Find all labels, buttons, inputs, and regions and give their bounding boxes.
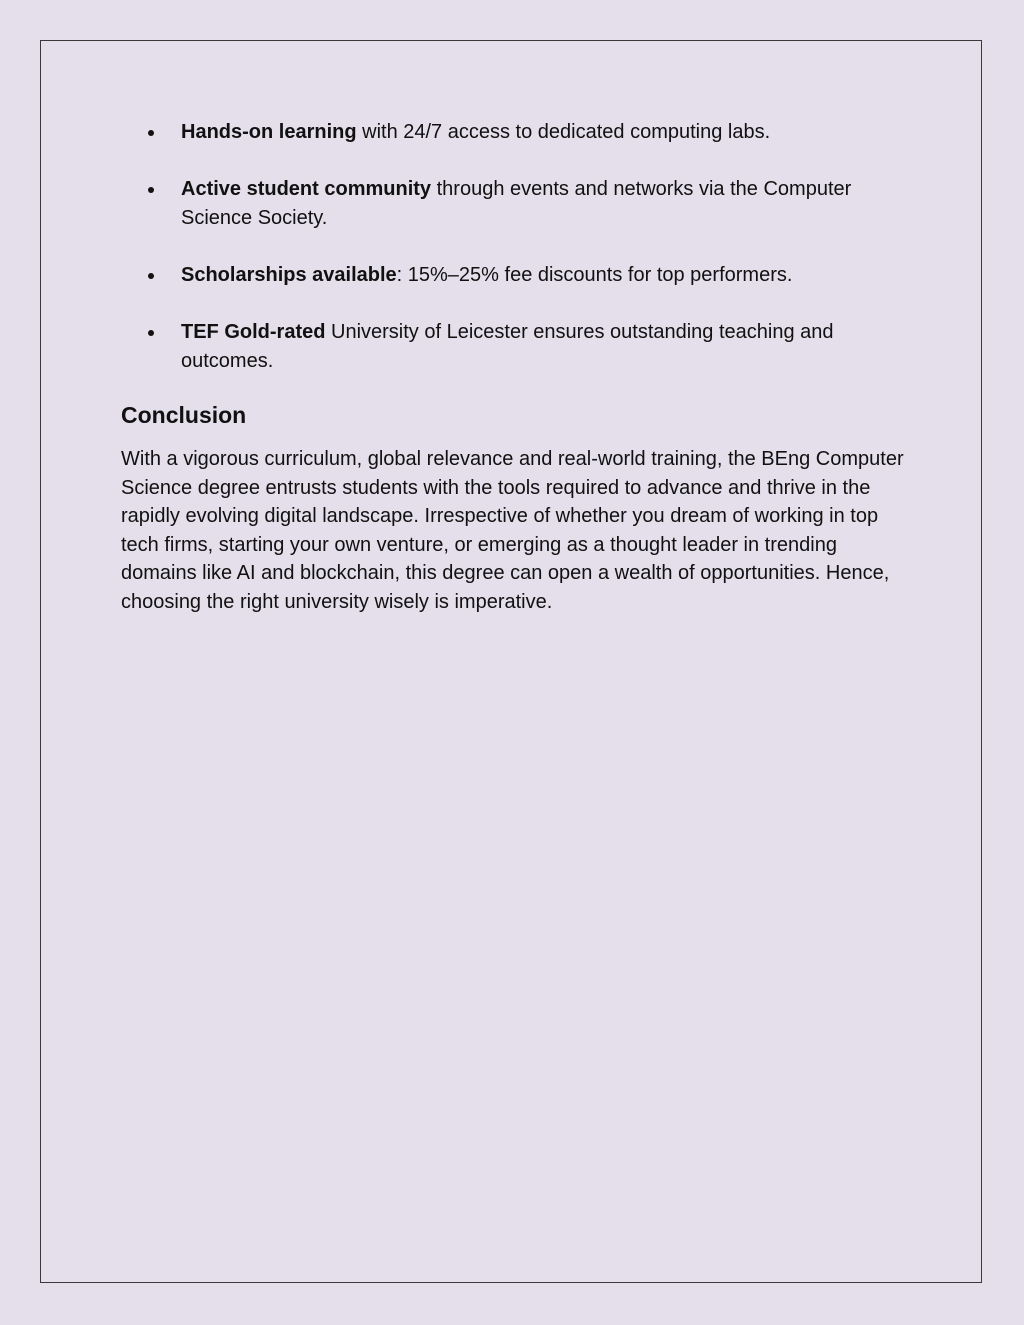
list-item-text: University of Leicester ensures outstanding teaching and outcomes. xyxy=(181,321,834,372)
list-item-bold: TEF Gold-rated xyxy=(181,321,326,343)
list-item-bold: Hands-on learning xyxy=(181,121,357,143)
list-item xyxy=(121,175,911,233)
feature-list xyxy=(121,118,911,376)
bullet-icon xyxy=(148,330,154,336)
conclusion-paragraph: With a vigorous curriculum, global relevance and real-world training, the BEng Computer Science degree entrusts students with the tools required to advance and thrive in the rapidly evolving digital landscape. Irrespective of whether you dream of working in top tech firms, starting your own venture, or emerging as a thought leader in trending domains like AI and blockchain, this degree can open a wealth of opportunities. Hence, choosing the right university wisely is imperative. xyxy=(121,448,904,613)
list-item-text: : 15%–25% fee discounts for top performers. xyxy=(396,264,793,286)
list-item-bold: Scholarships available xyxy=(181,264,397,286)
bullet-icon xyxy=(148,130,154,136)
list-item xyxy=(121,261,911,290)
list-item-bold: Active student community xyxy=(181,178,432,200)
list-item xyxy=(121,118,911,147)
conclusion-heading: Conclusion xyxy=(121,402,247,428)
document-content xyxy=(121,118,911,617)
list-item-text: with 24/7 access to dedicated computing labs. xyxy=(356,121,771,143)
list-item xyxy=(121,318,911,376)
bullet-icon xyxy=(148,187,154,193)
list-item-text: through events and networks via the Computer Science Society. xyxy=(181,178,852,229)
bullet-icon xyxy=(148,273,154,279)
